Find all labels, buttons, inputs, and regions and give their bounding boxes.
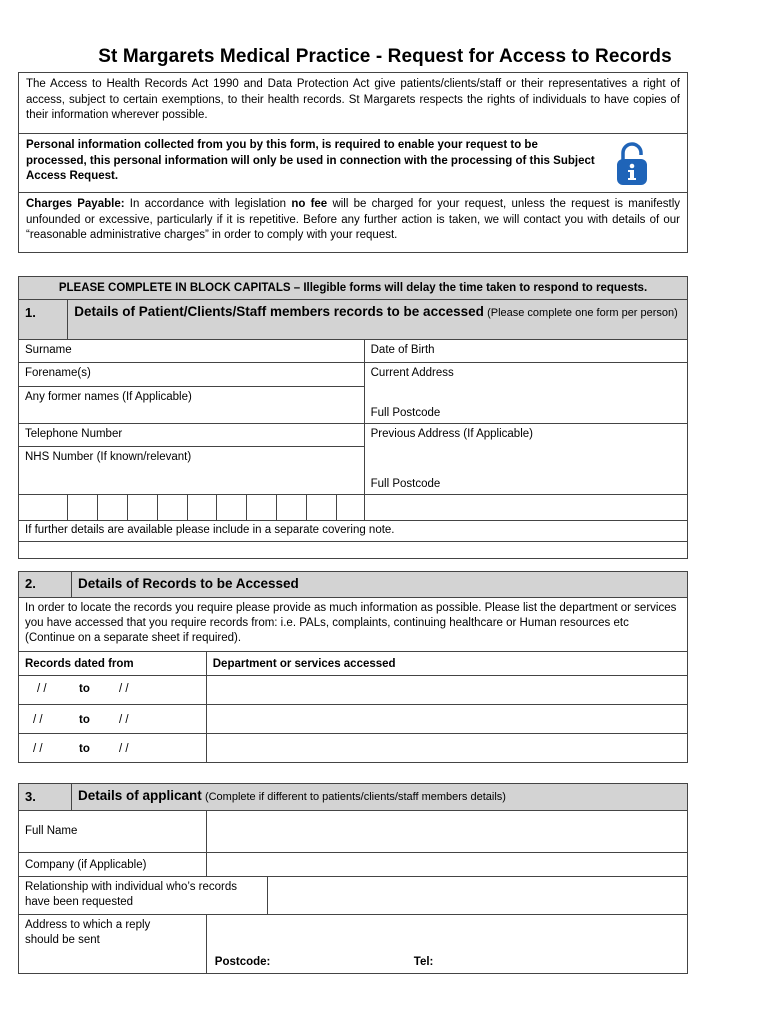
- section-1-number: 1.: [19, 300, 68, 340]
- department-field-2[interactable]: [206, 705, 687, 734]
- date-from: / /: [33, 743, 43, 755]
- section-3-note: (Complete if different to patients/clients/staff members details): [204, 791, 506, 803]
- nhs-digit-box[interactable]: [277, 495, 307, 521]
- privacy-notice-text: Personal information collected from you by this form, is required to enable your request to be processed, this personal information will only be used in connection with the processing of this Subject Access Request.: [26, 139, 595, 182]
- section-2-number: 2.: [19, 572, 72, 598]
- reply-address-field[interactable]: [206, 915, 687, 974]
- section-3-number: 3.: [19, 784, 72, 811]
- nhs-number-label: NHS Number (If known/relevant): [19, 447, 365, 495]
- date-from: / /: [37, 683, 47, 695]
- current-full-postcode-label: Full Postcode: [370, 406, 441, 419]
- to-label: to: [79, 683, 90, 695]
- records-dated-header: Records dated from: [19, 652, 207, 676]
- date-range-row-1[interactable]: [19, 676, 207, 705]
- previous-address-label: Previous Address (If Applicable): [370, 428, 533, 440]
- nhs-digit-box[interactable]: [306, 495, 336, 521]
- date-from: / /: [33, 714, 43, 726]
- section-3-title: Details of applicant: [77, 788, 202, 803]
- full-name-field[interactable]: [206, 811, 687, 853]
- nhs-digit-box[interactable]: [217, 495, 247, 521]
- nhs-digit-box[interactable]: [68, 495, 98, 521]
- previous-full-postcode-label: Full Postcode: [370, 477, 441, 490]
- no-fee-text: no fee: [291, 198, 328, 210]
- section-3-heading: [71, 784, 687, 811]
- date-range-row-2[interactable]: [19, 705, 207, 734]
- further-details-note: If further details are available please include in a separate covering note.: [19, 521, 688, 542]
- relationship-label: Relationship with individual who’s records have been requested: [19, 877, 268, 915]
- postcode-label: Postcode:: [214, 955, 271, 968]
- current-address-field[interactable]: [364, 363, 687, 424]
- section-2-title: Details of Records to be Accessed: [71, 572, 687, 598]
- date-range-row-3[interactable]: [19, 734, 207, 763]
- section-1-heading: [68, 300, 688, 340]
- department-field-3[interactable]: [206, 734, 687, 763]
- dob-field[interactable]: Date of Birth: [364, 340, 687, 363]
- section-2: [18, 571, 688, 763]
- telephone-field[interactable]: Telephone Number: [19, 424, 365, 447]
- access-rights-paragraph: The Access to Health Records Act 1990 and Data Protection Act give patients/clients/staff or their representatives a right of access, subject to certain exemptions, to their health records. St Margarets respects the rights of individuals to have copies of their information wherever possible.: [19, 73, 687, 134]
- nhs-digit-box[interactable]: [247, 495, 277, 521]
- padlock-info-icon: [615, 140, 649, 186]
- reply-address-label: Address to which a reply should be sent: [19, 915, 207, 974]
- section-3: [18, 783, 688, 974]
- previous-address-field[interactable]: [364, 424, 687, 495]
- tel-label: Tel:: [413, 955, 434, 968]
- nhs-digit-box[interactable]: [127, 495, 157, 521]
- former-names-field[interactable]: Any former names (If Applicable): [19, 387, 365, 424]
- further-details-field[interactable]: [19, 541, 688, 558]
- nhs-digit-box[interactable]: [98, 495, 128, 521]
- charges-label: Charges Payable:: [26, 198, 125, 210]
- date-to: / /: [119, 743, 129, 755]
- nhs-digit-box[interactable]: [157, 495, 187, 521]
- company-label: Company (if Applicable): [19, 853, 207, 877]
- charges-paragraph: [19, 193, 687, 252]
- nhs-blank-cell: [364, 495, 687, 521]
- section-2-intro: In order to locate the records you require please provide as much information as possible. Please list the department or services you have accessed that you require records from: i.e. PALs, complaints, continuing healthcare or Human resources etc (Continue on a separate sheet if required).: [19, 598, 688, 652]
- section-1-note: (Please complete one form per person): [487, 307, 678, 319]
- relationship-field[interactable]: [267, 877, 687, 915]
- date-to: / /: [119, 714, 129, 726]
- privacy-notice: [19, 134, 687, 193]
- date-to: / /: [119, 683, 129, 695]
- to-label: to: [79, 714, 90, 726]
- section-1: [18, 276, 688, 559]
- company-field[interactable]: [206, 853, 687, 877]
- section-1-title: Details of Patient/Clients/Staff members records to be accessed: [74, 304, 484, 319]
- block-capitals-banner: PLEASE COMPLETE IN BLOCK CAPITALS – Illegible forms will delay the time taken to respond to requests.: [19, 277, 688, 300]
- surname-field[interactable]: Surname: [19, 340, 365, 363]
- forenames-field[interactable]: Forename(s): [19, 363, 365, 387]
- charges-text-b: will be charged for your request, unless the request is manifestly unfounded or excessive, particularly if it is repetitive. Before any further action is taken, we will contact you with details of our “reasonable administrative charges” in order to comply with your request.: [26, 198, 681, 241]
- nhs-digit-box[interactable]: [336, 495, 364, 521]
- department-field-1[interactable]: [206, 676, 687, 705]
- current-address-label: Current Address: [370, 367, 454, 379]
- department-header: Department or services accessed: [206, 652, 687, 676]
- charges-text-a: In accordance with legislation: [124, 198, 292, 210]
- full-name-label: Full Name: [19, 811, 207, 853]
- page-title: St Margarets Medical Practice - Request for Access to Records: [98, 46, 672, 67]
- intro-box: [18, 72, 688, 253]
- to-label: to: [79, 743, 90, 755]
- nhs-digit-box[interactable]: [187, 495, 217, 521]
- nhs-digit-box[interactable]: [19, 495, 68, 521]
